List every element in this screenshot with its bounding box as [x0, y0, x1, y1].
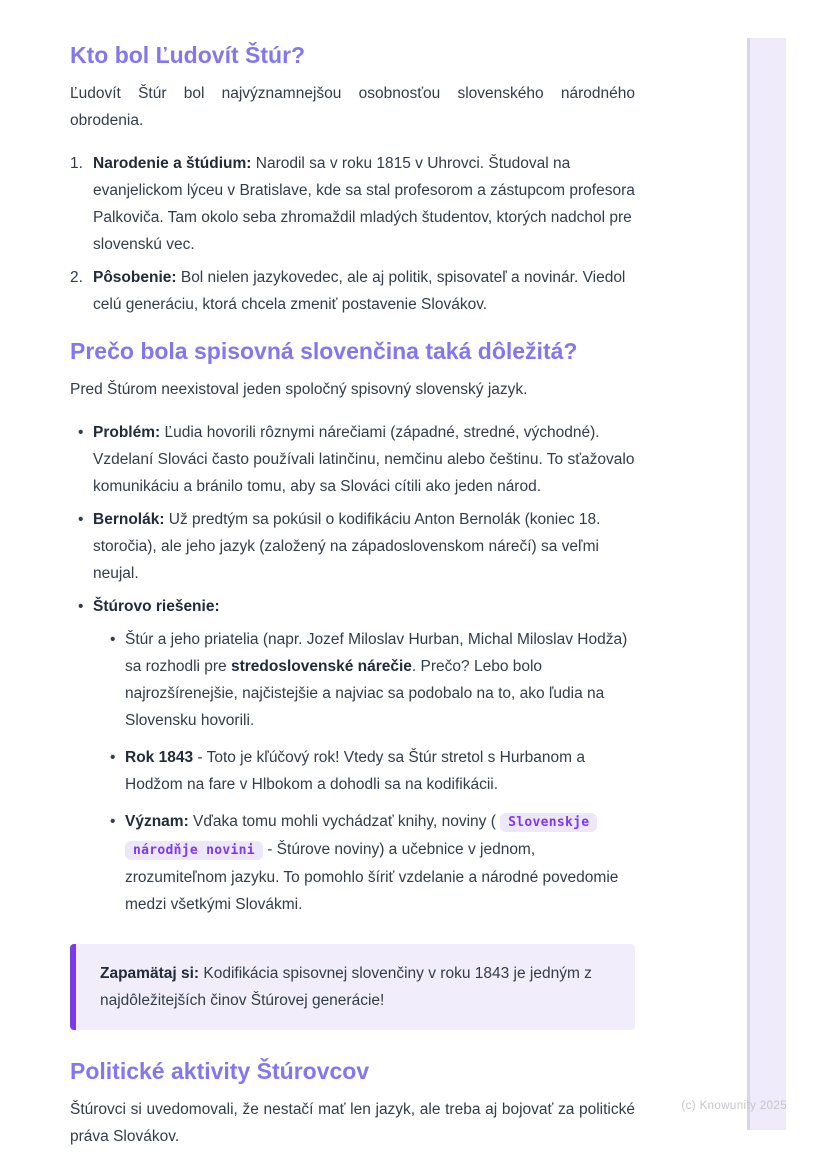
section-heading-kto-bol: Kto bol Ľudovít Štúr?: [70, 42, 306, 68]
sub-bullet-text: - Štúrove noviny) a učebnice v jednom, zrozumiteľnom jazyku. To pomohlo šíriť vzdelanie a národné povedomie medzi všetkými Slovákmi.: [125, 841, 619, 913]
sub-bullet-body: [125, 626, 635, 734]
bullet-marker: •: [78, 598, 84, 615]
list-item-text: Narodil sa v roku 1815 v Uhrovci. Študoval na evanjelickom lýceu v Bratislave, kde sa stal profesorom a zástupcom profesora Palkoviča. Tam okolo seba zhromaždil mladých študentov, ktorých nadchol pre slovenskú vec.: [93, 155, 635, 253]
inline-code-chip: Slovenskje národňje novini: [125, 813, 597, 860]
list-item-lead: Pôsobenie:: [93, 269, 177, 286]
list-item-body: [93, 150, 635, 258]
bullet-marker: •: [78, 511, 84, 528]
sub-bullet-body: [125, 808, 635, 918]
callout-box: [70, 944, 635, 1030]
bullet-item: [70, 506, 635, 587]
bullet-item-body: [93, 593, 635, 928]
sub-bullet-bold-text: stredoslovenské nárečie: [230, 658, 412, 675]
bullet-item-lead: Štúrovo riešenie:: [93, 598, 220, 615]
sub-bullet-text: Štúr a jeho priatelia (napr. Jozef Miloslav Hurban, Michal Miloslav Hodža) sa rozhodli pre: [125, 631, 628, 675]
list-item-body: [93, 264, 635, 318]
callout-lead: Zapamätaj si:: [100, 965, 200, 982]
bullet-item-lead: Bernolák:: [93, 511, 165, 528]
sub-bullet-text: Vďaka tomu mohli vychádzať knihy, noviny (: [188, 813, 501, 830]
list-item: [70, 264, 635, 318]
callout-text: Kodifikácia spisovnej slovenčiny v roku 1843 je jedným z najdôležitejších činov Štúrovej generácie!: [100, 965, 592, 1009]
bullet-item: [70, 593, 635, 928]
footer-credit: (c) Knowunity 2025: [681, 1100, 787, 1112]
bullet-item-lead: Problém:: [93, 424, 161, 441]
ordered-list: [70, 150, 635, 318]
sub-bullet-body: [125, 744, 635, 798]
section-heading-politicke-aktivity: Politické aktivity Štúrovcov: [70, 1058, 370, 1084]
intro-paragraph: Pred Štúrom neexistoval jeden spoločný spisovný slovenský jazyk.: [70, 381, 528, 398]
sub-bullet-list: [93, 626, 635, 918]
bullet-marker: •: [78, 424, 84, 441]
sub-bullet-lead: Význam:: [125, 813, 189, 830]
list-number: 1.: [70, 155, 83, 172]
list-item-text: Bol nielen jazykovedec, ale aj politik, spisovateľ a novinár. Viedol celú generáciu, ktorá chcela zmeniť postavenie Slovákov.: [93, 269, 626, 313]
sub-bullet-item: [93, 744, 635, 798]
list-number: 2.: [70, 269, 83, 286]
bullet-marker: •: [110, 813, 116, 830]
list-item: [70, 150, 635, 258]
sub-bullet-item: [93, 808, 635, 918]
bullet-item: [70, 419, 635, 500]
side-highlight-bar: [747, 38, 786, 1130]
sub-bullet-text: - Toto je kľúčový rok! Vtedy sa Štúr stretol s Hurbanom a Hodžom na fare v Hlbokom a dohodli sa na kodifikácii.: [125, 749, 585, 793]
sub-bullet-text: . Prečo? Lebo bolo najrozšírenejšie, najčistejšie a najviac sa podobalo na to, ako ľudia na Slovensku hovorili.: [125, 658, 605, 729]
bullet-item-text: Ľudia hovorili rôznymi nárečiami (západné, stredné, východné). Vzdelaní Slováci často používali latinčinu, nemčinu alebo češtinu. To sťažovalo komunikáciu a bránilo tomu, aby sa Slováci cítili ako jeden národ.: [93, 424, 635, 495]
bullet-item-text: Už predtým sa pokúsil o kodifikáciu Anton Bernolák (koniec 18. storočia), ale jeho jazyk (založený na západoslovenskom nárečí) sa veľmi neujal.: [93, 511, 601, 582]
sub-bullet-item: [93, 626, 635, 734]
sub-bullet-lead: Rok 1843: [125, 749, 194, 766]
bullet-item-body: [93, 506, 635, 587]
document-content: [70, 40, 635, 1166]
bullet-marker: •: [110, 631, 116, 648]
intro-paragraph: Ľudovít Štúr bol najvýznamnejšou osobnosťou slovenského národného obrodenia.: [70, 85, 635, 129]
bullet-list: [70, 419, 635, 928]
intro-paragraph: Štúrovci si uvedomovali, že nestačí mať len jazyk, ale treba aj bojovať za politické práva Slovákov.: [70, 1101, 635, 1145]
bullet-marker: •: [110, 749, 116, 766]
bullet-item-body: [93, 419, 635, 500]
list-item-lead: Narodenie a štúdium:: [93, 155, 252, 172]
section-heading-spisovna-slovencina: Prečo bola spisovná slovenčina taká dôležitá?: [70, 338, 578, 364]
